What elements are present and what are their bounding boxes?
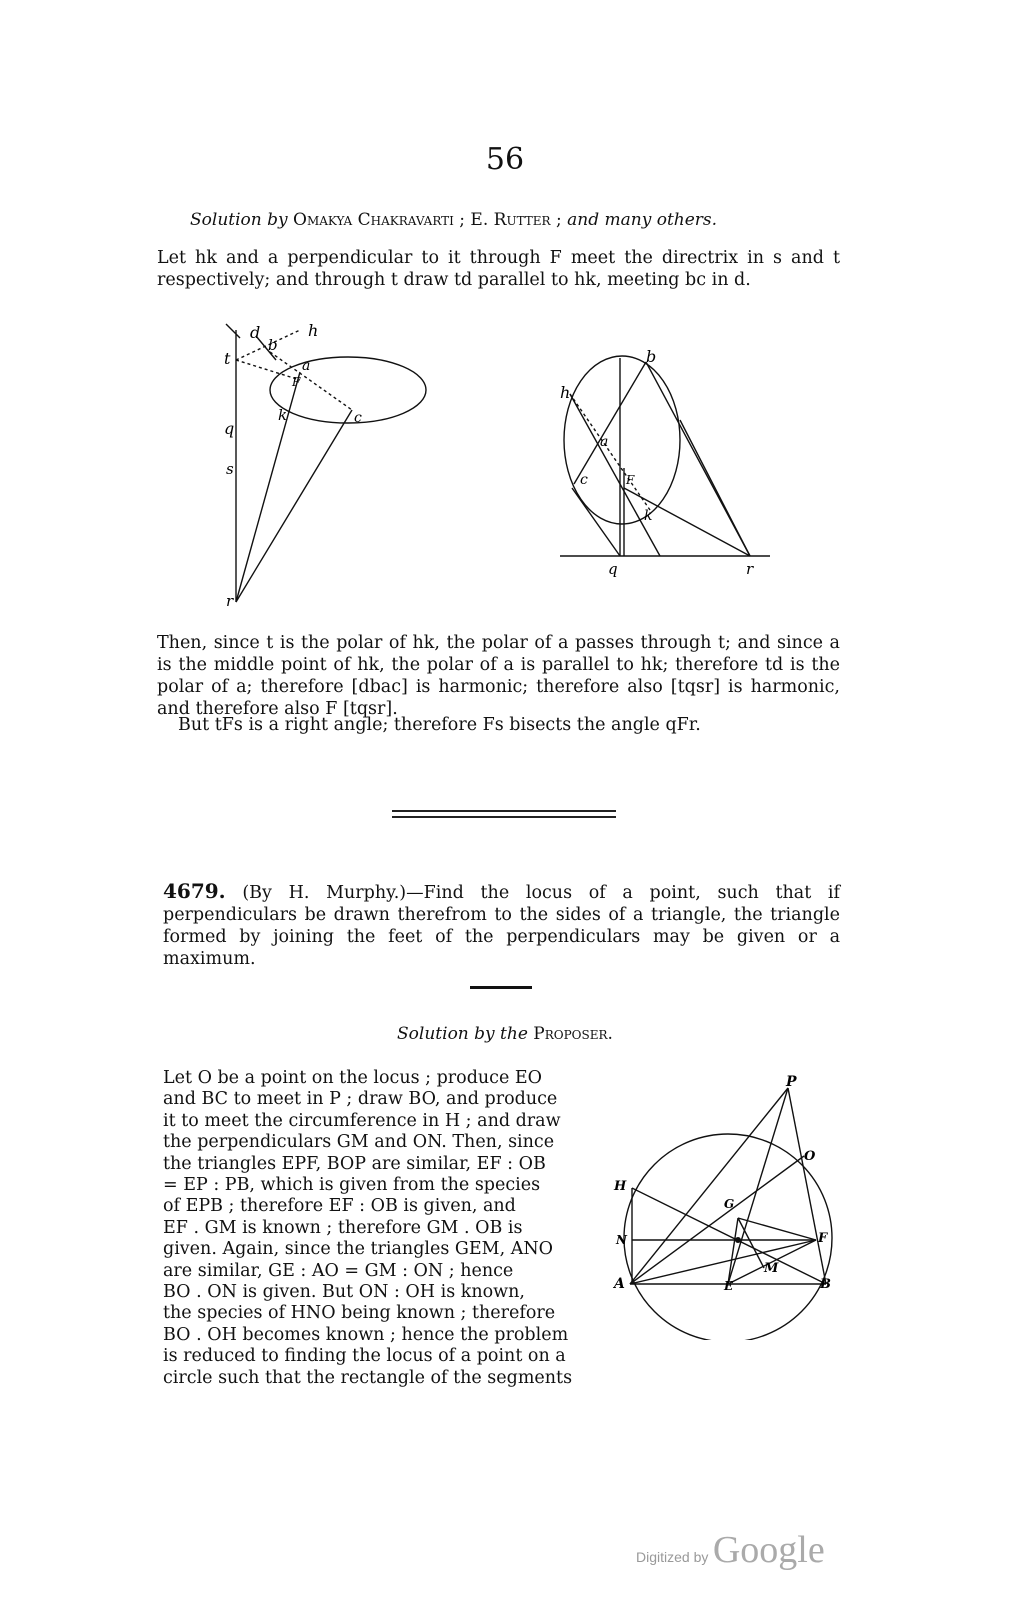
page-number: 56 <box>485 142 525 177</box>
fig2-label-r: r <box>746 560 754 578</box>
byline-authors: Omakya Chakravarti ; E. Rutter ; <box>293 210 562 230</box>
digitized-watermark <box>636 1528 825 1572</box>
fig1-label-r: r <box>226 592 234 610</box>
solution-line: and BC to meet in P ; draw BO, and produce <box>163 1089 558 1110</box>
fig1-label-k: k <box>278 406 288 424</box>
solution-line: Let O be a point on the locus ; produce EO <box>163 1068 543 1088</box>
question-4679 <box>163 880 840 970</box>
question-number: 4679. <box>163 879 226 903</box>
fig1-label-h: h <box>308 321 319 340</box>
solution-line: given. Again, since the triangles GEM, ANO <box>163 1239 553 1260</box>
solution-line: circle such that the rectangle of the segments <box>163 1367 573 1388</box>
fig1-label-a: a <box>302 358 311 374</box>
fig1-label-d: d <box>250 323 261 342</box>
solution-line: of EPB ; therefore EF : OB is given, and <box>163 1196 516 1217</box>
solution-proposer-byline <box>0 1024 1010 1044</box>
watermark-google: Google <box>712 1529 825 1571</box>
fig3-label-A: A <box>614 1276 625 1292</box>
short-divider <box>470 986 532 989</box>
paragraph-conclusion: But tFs is a right angle; therefore Fs bisects the angle qFr. <box>178 715 701 735</box>
fig3-label-B: B <box>820 1277 831 1292</box>
figure-ellipse-tangent <box>550 348 780 578</box>
fig3-label-E: E <box>724 1279 734 1293</box>
solution-byline <box>190 210 717 230</box>
byline-prefix: Solution by <box>190 210 288 230</box>
question-author: (By H. Murphy.) <box>242 883 407 903</box>
paragraph-proposer-solution <box>163 1068 590 1389</box>
solution-line: BO . ON is given. But ON : OH is known, <box>163 1282 525 1303</box>
solution-line: EF . GM is known ; therefore GM . OB is <box>163 1217 523 1238</box>
fig3-label-P: P <box>786 1074 797 1090</box>
paragraph-construction: Let hk and a perpendicular to it through F meet the directrix in s and t respectively; and through t draw td parallel to hk, meeting bc in d. <box>157 248 840 290</box>
point-g <box>735 1237 741 1243</box>
solution-line: is reduced to finding the locus of a point on a <box>163 1346 566 1367</box>
fig1-label-t: t <box>224 349 231 368</box>
paragraph-polar-argument: Then, since t is the polar of hk, the polar of a passes through t; and since a is the middle point of hk, the polar of a is parallel to hk; therefore td is the polar of a; therefore [dbac] is harmonic; therefore also [tqsr] is harmonic, and therefore also F [tqsr]. <box>157 633 840 719</box>
solution-line: it to meet the circumference in H ; and draw <box>163 1110 561 1131</box>
fig2-label-h: h <box>560 383 571 402</box>
watermark-small: Digitized by <box>636 1549 709 1565</box>
fig1-label-s: s <box>226 460 234 478</box>
figure-ellipse-directrix <box>200 312 440 612</box>
fig3-label-O: O <box>804 1149 816 1164</box>
solution-line: the species of HNO being known ; therefore <box>163 1303 556 1324</box>
byline-suffix: and many others. <box>567 210 718 230</box>
fig3-label-N: N <box>616 1233 627 1247</box>
fig1-label-b: b <box>268 336 278 354</box>
fig3-label-H: H <box>614 1179 627 1194</box>
fig3-label-F: F <box>818 1231 828 1246</box>
fig2-label-k: k <box>644 508 653 524</box>
fig3-label-G: G <box>724 1197 735 1211</box>
solution-line: the triangles EPF, BOP are similar, EF : OB <box>163 1153 546 1174</box>
fig1-label-q: q <box>224 419 235 438</box>
question-text: —Find the locus of a point, such that if perpendiculars be drawn therefrom to the sides of a triangle, the triangle formed by joining the feet of the perpendiculars may be given or a maximum. <box>163 883 840 969</box>
fig3-label-M: M <box>764 1261 779 1276</box>
solution-line: = EP : PB, which is given from the species <box>163 1175 541 1196</box>
solution-line: the perpendiculars GM and ON. Then, since <box>163 1132 555 1153</box>
fig2-label-F: F <box>626 473 635 487</box>
fig2-label-q: q <box>608 560 618 578</box>
byline2-author: Proposer. <box>533 1024 613 1044</box>
figure-circle-triangle <box>610 1070 850 1340</box>
fig1-label-c: c <box>354 410 362 426</box>
solution-line: are similar, GE : AO = GM : ON ; hence <box>163 1260 514 1281</box>
fig2-label-b: b <box>646 348 657 366</box>
fig2-label-a: a <box>600 434 609 450</box>
solution-line: BO . OH becomes known ; hence the problem <box>163 1324 569 1345</box>
byline2-prefix: Solution by the <box>397 1024 528 1044</box>
fig2-label-c: c <box>580 472 588 488</box>
section-divider <box>392 810 616 818</box>
fig1-label-F: F <box>292 375 301 389</box>
